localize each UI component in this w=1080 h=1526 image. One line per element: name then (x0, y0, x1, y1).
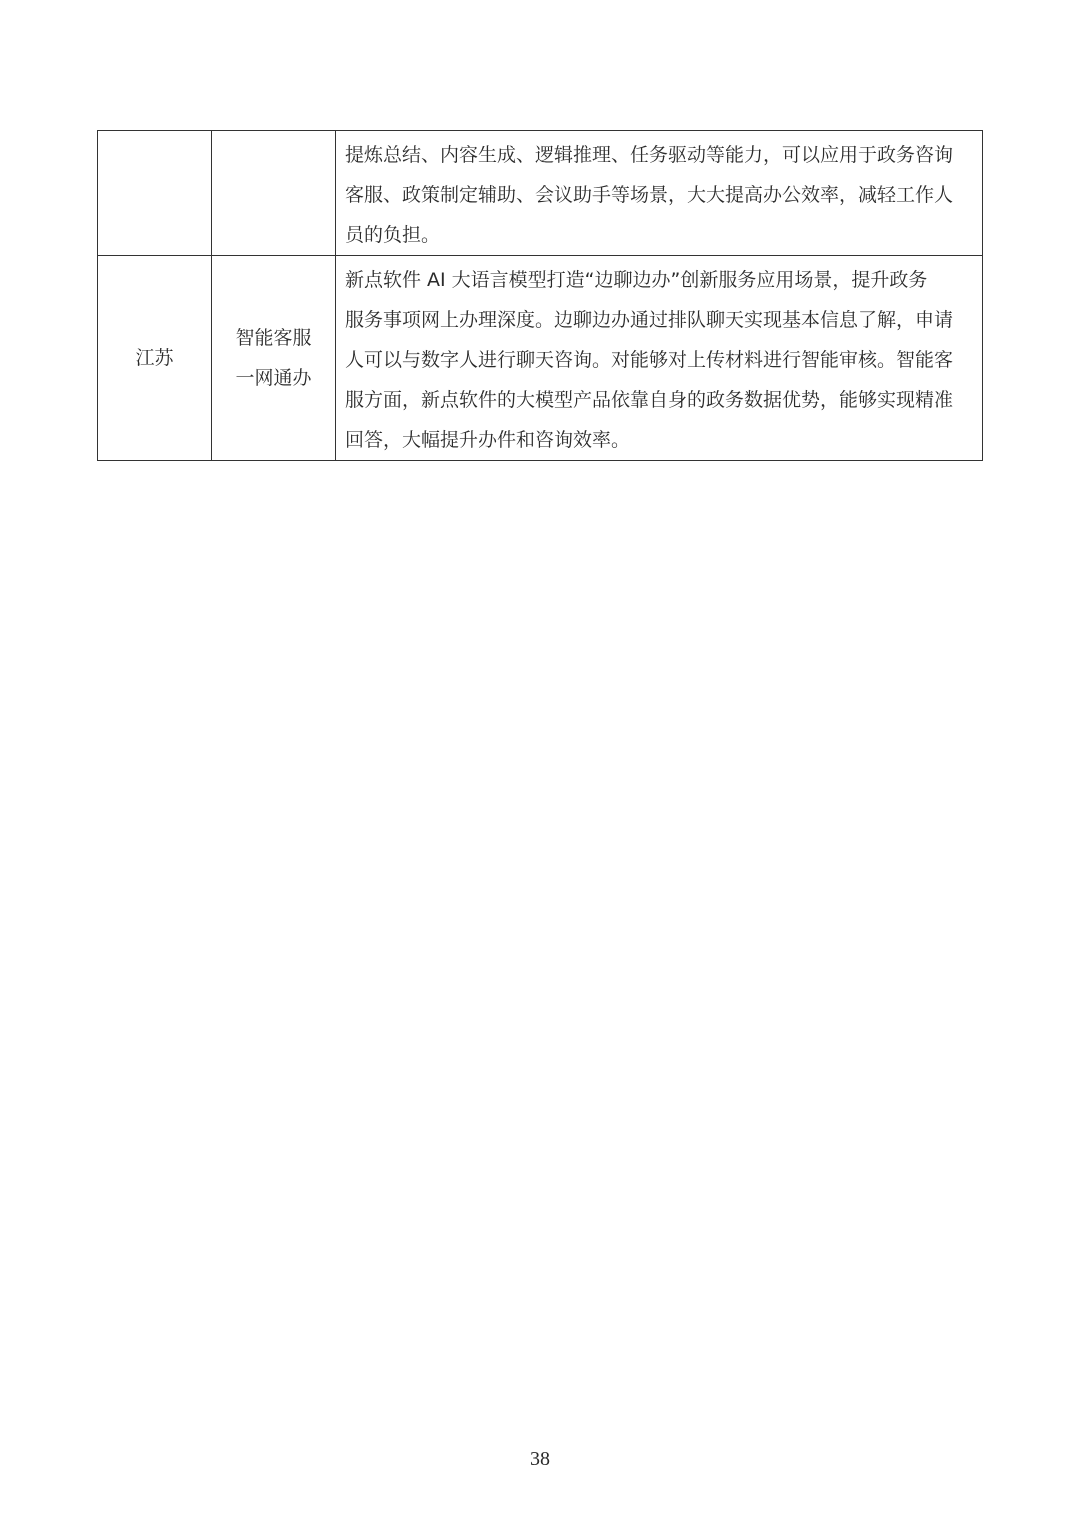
table-row (98, 131, 983, 256)
description-line: 回答，大幅提升办件和咨询效率。 (345, 429, 631, 451)
description-line: 提炼总结、内容生成、逻辑推理、任务驱动等能力，可以应用于政务咨询 (345, 144, 954, 166)
region-cell (98, 131, 212, 256)
description-line: 服务事项网上办理深度。边聊边办通过排队聊天实现基本信息了解，申请 (345, 309, 954, 331)
description-line: 客服、政策制定辅助、会议助手等场景，大大提高办公效率，减轻工作人 (345, 184, 954, 206)
description-line: 人可以与数字人进行聊天咨询。对能够对上传材料进行智能审核。智能客 (345, 349, 954, 371)
scene-text (235, 318, 311, 398)
description-cell (336, 131, 983, 256)
scene-line: 一网通办 (235, 367, 312, 389)
table-row (98, 256, 983, 461)
description-text (336, 256, 982, 460)
case-table (97, 130, 983, 461)
description-cell (336, 256, 983, 461)
description-line: 员的负担。 (345, 224, 441, 246)
page-number: 38 (530, 1448, 550, 1470)
description-line: 服方面，新点软件的大模型产品依靠自身的政务数据优势，能够实现精准 (345, 389, 954, 411)
region-text: 江苏 (135, 347, 174, 369)
scene-cell (212, 131, 336, 256)
scene-cell (212, 256, 336, 461)
scene-line: 智能客服 (235, 327, 312, 349)
region-cell (98, 256, 212, 461)
description-text (336, 131, 982, 255)
description-line: 新点软件 AI 大语言模型打造“边聊边办”创新服务应用场景，提升政务 (345, 269, 928, 291)
